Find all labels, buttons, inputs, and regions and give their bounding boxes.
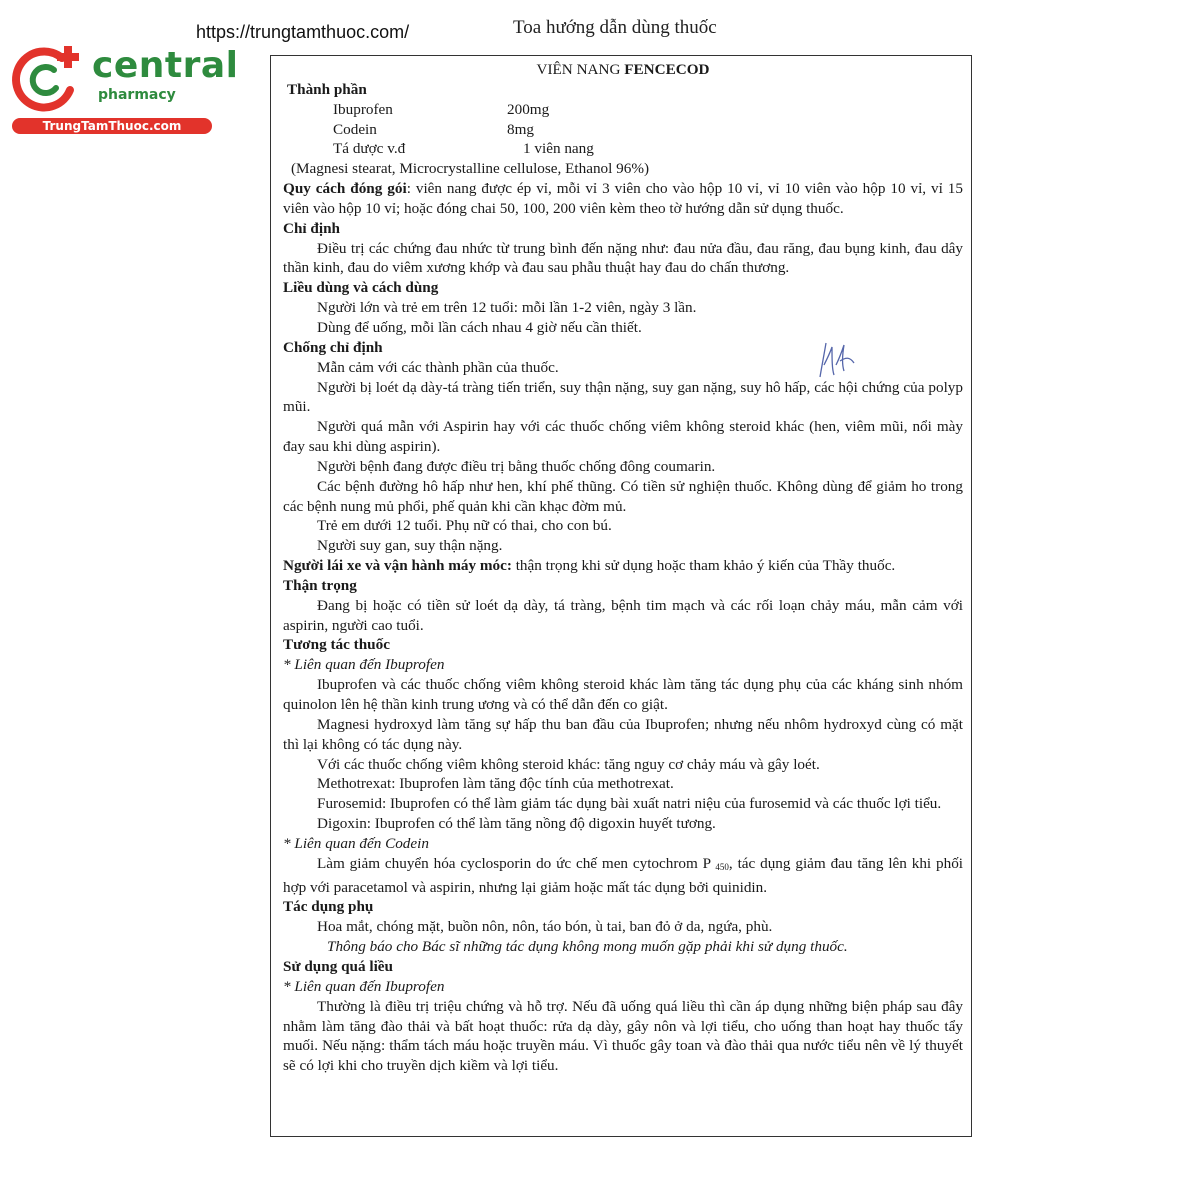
contraindication-line: Người quá mẫn với Aspirin hay với các thuốc chống viêm không steroid khác (hen, viêm mũi, nổi mày đay sau khi dùng aspirin). (283, 418, 963, 456)
contraindications-heading: Chống chỉ định (283, 338, 383, 356)
contraindication-line: Người bị loét dạ dày-tá tràng tiến triển, suy thận nặng, suy gan nặng, suy hô hấp, các hội chứng của polyp mũi. (283, 378, 963, 416)
dosage-line: Dùng để uống, mỗi lần cách nhau 4 giờ nếu cần thiết. (317, 318, 642, 336)
interaction-line: Methotrexat: Ibuprofen làm tăng độc tính của methotrexat. (317, 775, 674, 793)
interaction-line: Với các thuốc chống viêm không steroid khác: tăng nguy cơ chảy máu và gây loét. (317, 755, 820, 773)
leaflet-content (283, 60, 963, 1076)
interactions-heading: Tương tác thuốc (283, 636, 390, 654)
excipients-note: (Magnesi stearat, Microcrystalline cellulose, Ethanol 96%) (291, 160, 650, 178)
central-pharmacy-logo (10, 40, 239, 135)
logo-brand: central (92, 45, 239, 86)
indication-text: Điều trị các chứng đau nhức từ trung bình đến nặng như: đau nửa đầu, đau răng, đau bụng kinh, đau dây thần kinh, đau do viêm xương khớp và đau sau phẫu thuật hay đau do chấn thương. (283, 239, 963, 277)
ingredient-row: Codein 8mg (333, 120, 535, 138)
driving-paragraph: Người lái xe và vận hành máy móc: thận trọng khi sử dụng hoặc tham khảo ý kiến của Thầy thuốc. (283, 557, 896, 575)
pharmacy-cross-icon (10, 40, 90, 120)
side-effects-heading: Tác dụng phụ (283, 898, 374, 916)
precautions-text: Đang bị hoặc có tiền sử loét dạ dày, tá tràng, bệnh tim mạch và các rối loạn chảy máu, mẫn cảm với aspirin, người cao tuổi. (283, 596, 963, 634)
codein-interaction: Làm giảm chuyển hóa cyclosporin do ức chế men cytochrom P $_{450}$, tác dụng giảm đau tăng lên khi phối hợp với paracetamol và aspirin, nhưng lại giảm hoặc mất tác dụng bởi quinidin. (283, 854, 964, 896)
interaction-line: Furosemid: Ibuprofen có thể làm giảm tác dụng bài xuất natri niệu của furosemid và các thuốc lợi tiểu. (317, 795, 942, 813)
contraindication-line: Người bệnh đang được điều trị bằng thuốc chống đông coumarin. (317, 457, 716, 475)
dosage-heading: Liều dùng và cách dùng (283, 279, 439, 297)
interaction-line: Digoxin: Ibuprofen có thể làm tăng nồng độ digoxin huyết tương. (317, 815, 716, 833)
page-title: Toa hướng dẫn dùng thuốc (513, 17, 717, 38)
contraindication-line: Người suy gan, suy thận nặng. (317, 537, 503, 555)
contraindication-line: Trẻ em dưới 12 tuổi. Phụ nữ có thai, cho con bú. (317, 517, 612, 535)
ingredient-row: Tá dược v.đ 1 viên nang (333, 140, 594, 158)
codein-subheading: * Liên quan đến Codein (283, 834, 429, 852)
source-url[interactable]: https://trungtamthuoc.com/ (196, 22, 410, 42)
overdose-heading: Sử dụng quá liều (283, 957, 393, 975)
packaging-paragraph: Quy cách đóng gói: viên nang được ép vỉ, mỗi vỉ 3 viên cho vào hộp 10 vỉ, vỉ 10 viên vào hộp 10 vỉ, vỉ 15 viên vào hộp 10 vỉ; hoặc đóng chai 50, 100, 200 viên kèm theo tờ hướng dẫn sử dụng thuốc. (283, 180, 963, 217)
ibuprofen-subheading: * Liên quan đến Ibuprofen (283, 656, 445, 674)
interaction-line: Ibuprofen và các thuốc chống viêm không steroid khác làm tăng tác dụng phụ của các kháng sinh nhóm quinolon lên hệ thần kinh trung ương và có thể dẫn đến co giật. (283, 676, 963, 713)
indication-heading: Chỉ định (283, 219, 340, 237)
logo-site: TrungTamThuoc.com (12, 118, 212, 134)
contraindication-line: Mẫn cảm với các thành phần của thuốc. (317, 358, 559, 376)
overdose-text: Thường là điều trị triệu chứng và hỗ trợ. Nếu đã uống quá liều thì cần áp dụng những biện pháp sau đây nhằm làm tăng đào thải và bất hoạt thuốc: rửa dạ dày, gây nôn và lợi tiểu, cho uống than hoạt hay thuốc tẩy muối. Nếu nặng: thẩm tách máu hoặc truyền máu. Vì thuốc gây toan và đào thải qua nước tiểu nên về lý thuyết sẽ có lợi khi cho truyền dịch kiềm và lợi tiểu. (283, 997, 963, 1075)
side-effects-text: Hoa mắt, chóng mặt, buồn nôn, nôn, táo bón, ù tai, ban đỏ ở da, ngứa, phù. (317, 918, 773, 936)
logo-sub: pharmacy (98, 87, 176, 103)
ingredient-row: Ibuprofen 200mg (333, 100, 550, 118)
overdose-subheading: * Liên quan đến Ibuprofen (283, 977, 445, 995)
contraindication-line: Các bệnh đường hô hấp như hen, khí phế thũng. Có tiền sử nghiện thuốc. Không dùng để giảm ho trong các bệnh nung mủ phổi, phế quản khi cần khạc đờm mủ. (283, 477, 963, 515)
dosage-line: Người lớn và trẻ em trên 12 tuổi: mỗi lần 1-2 viên, ngày 3 lần. (317, 299, 697, 317)
precautions-heading: Thận trọng (283, 576, 357, 594)
leaflet-title: VIÊN NANG FENCECOD (536, 61, 710, 78)
side-effects-notice: Thông báo cho Bác sĩ những tác dụng không mong muốn gặp phải khi sử dụng thuốc. (327, 938, 848, 956)
composition-heading: Thành phần (287, 80, 367, 98)
interaction-line: Magnesi hydroxyd làm tăng sự hấp thu ban đầu của Ibuprofen; nhưng nếu nhôm hydroxyd cùng có mặt thì lại không có tác dụng này. (283, 715, 963, 753)
